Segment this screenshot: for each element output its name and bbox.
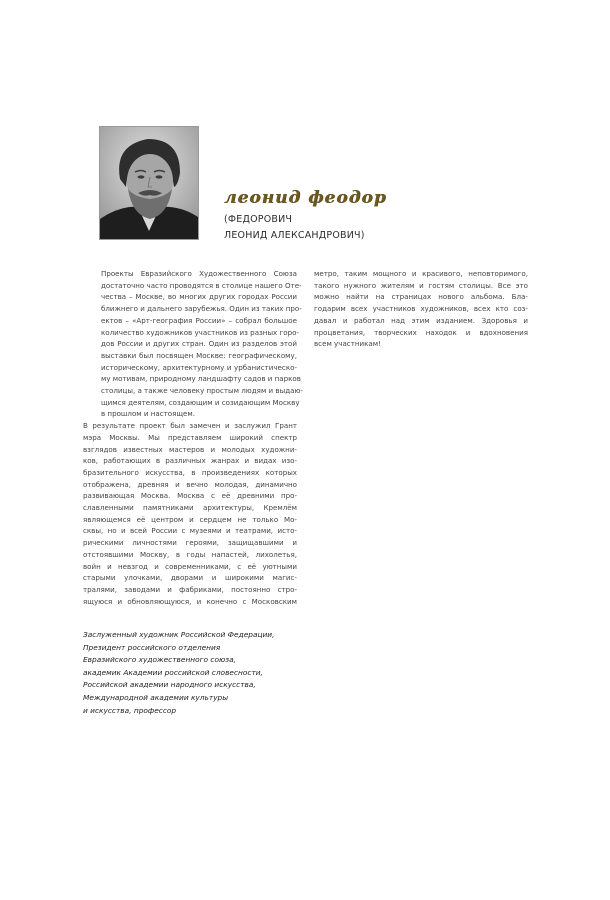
text-line: метро, таким мощного и красивого, неповторимого, xyxy=(314,269,528,278)
text-line: давал и работал над этим изданием. Здоровья и xyxy=(314,315,528,325)
text-line: чества – Москве, во многих других городах России xyxy=(101,292,297,302)
text-line: рическими личностями героями, защищавшими и xyxy=(83,538,297,548)
text-line: взглядов известных мастеров и молодых художни- xyxy=(83,444,297,454)
text-line: тралями, заводами и фабриками, постоянно стро- xyxy=(83,584,297,594)
text-line: Проекты Евразийского Художественного Союза xyxy=(101,269,297,278)
credential-line: академик Академии российской словесности, xyxy=(83,667,263,677)
paragraph xyxy=(83,420,297,607)
text-line: историческому, архитектурному и урбанистическо- xyxy=(101,362,297,372)
text-line: выставки был посвящен Москве: географическому, xyxy=(101,350,297,360)
credential-line: и искусства, профессор xyxy=(83,705,177,715)
text-line: в прошлом и настоящем. xyxy=(101,409,196,419)
text-line: можно найти на страницах нового альбома. Бла- xyxy=(314,292,528,302)
body-text-right-column xyxy=(314,268,528,350)
credential-line: Российской академии народного искусства, xyxy=(83,680,256,690)
credential-line: Заслуженный художник Российской Федерации, xyxy=(83,630,275,639)
text-line: столицы, а также человеку простым людям и выдаю- xyxy=(101,386,303,396)
text-line: В результате проект был замечен и заслужил Грант xyxy=(83,421,297,431)
text-line: войн и невзгод и современниками, с её уютными xyxy=(83,561,297,571)
text-line: сквы, но и всей России с музеями и театрами, исто- xyxy=(83,526,297,536)
credential-line: Евразийского художественного союза, xyxy=(83,655,236,665)
text-line: ков, работающих в различных жанрах и видах изо- xyxy=(83,456,297,466)
full-name-line: ЛЕОНИД АЛЕКСАНДРОВИЧ) xyxy=(224,230,365,241)
text-line: годарим всех участников художников, всех кто соз- xyxy=(314,304,528,314)
text-line: достаточно часто проводятся в столице нашего Оте- xyxy=(101,280,302,290)
text-line: развивающая Москва. Москва с её древними про- xyxy=(83,491,297,501)
text-line: такого нужного жителям и гостям столицы. Все это xyxy=(314,280,528,290)
text-line: мэра Москвы. Мы представляем широкий спектр xyxy=(83,432,297,442)
artist-full-name xyxy=(224,212,365,244)
credential-line: Международной академии культуры xyxy=(83,692,229,702)
text-line: ближнего и дальнего зарубежья. Один из таких про- xyxy=(101,304,302,314)
full-name-line: (ФЕДОРОВИЧ xyxy=(224,214,293,225)
author-portrait-photo xyxy=(99,126,199,240)
paragraph xyxy=(314,268,528,350)
text-line: му мотивам, природному ландшафту садов и парков xyxy=(101,374,301,384)
text-line: отображена, древняя и вечно молодая, динамично xyxy=(83,479,297,489)
text-line: старыми улочками, дворами и широкими магис- xyxy=(83,573,297,583)
text-line: бразительного искусства, в произведениях которых xyxy=(83,467,297,477)
text-line: ящуюся и обновляющуюся, и конечно с Московским xyxy=(83,596,297,606)
text-line: являющемся её центром и сердцем не только Мо- xyxy=(83,514,297,524)
portrait-image xyxy=(100,127,198,239)
text-line: славленными памятниками архитектуры, Кремлём xyxy=(83,503,297,513)
artist-name-heading: леонид феодор xyxy=(224,188,387,208)
text-line: отстоявшими Москву, в годы напастей, лихолетья, xyxy=(83,549,297,559)
author-credentials xyxy=(83,629,274,717)
text-line: дов России и других стран. Один из разделов этой xyxy=(101,339,297,349)
text-line: количество художников участников из разных горо- xyxy=(101,327,299,337)
text-line: всем участникам! xyxy=(314,339,381,349)
credential-line: Президент российского отделения xyxy=(83,642,221,652)
text-line: ектов – «Арт-география России» – собрал большое xyxy=(101,315,297,325)
text-line: процветания, творческих находок и вдохновения xyxy=(314,327,528,337)
paragraph xyxy=(83,268,303,420)
body-text-left-column xyxy=(83,268,303,607)
text-line: щимся деятелям, создающим и созидающим Москву xyxy=(101,397,300,407)
